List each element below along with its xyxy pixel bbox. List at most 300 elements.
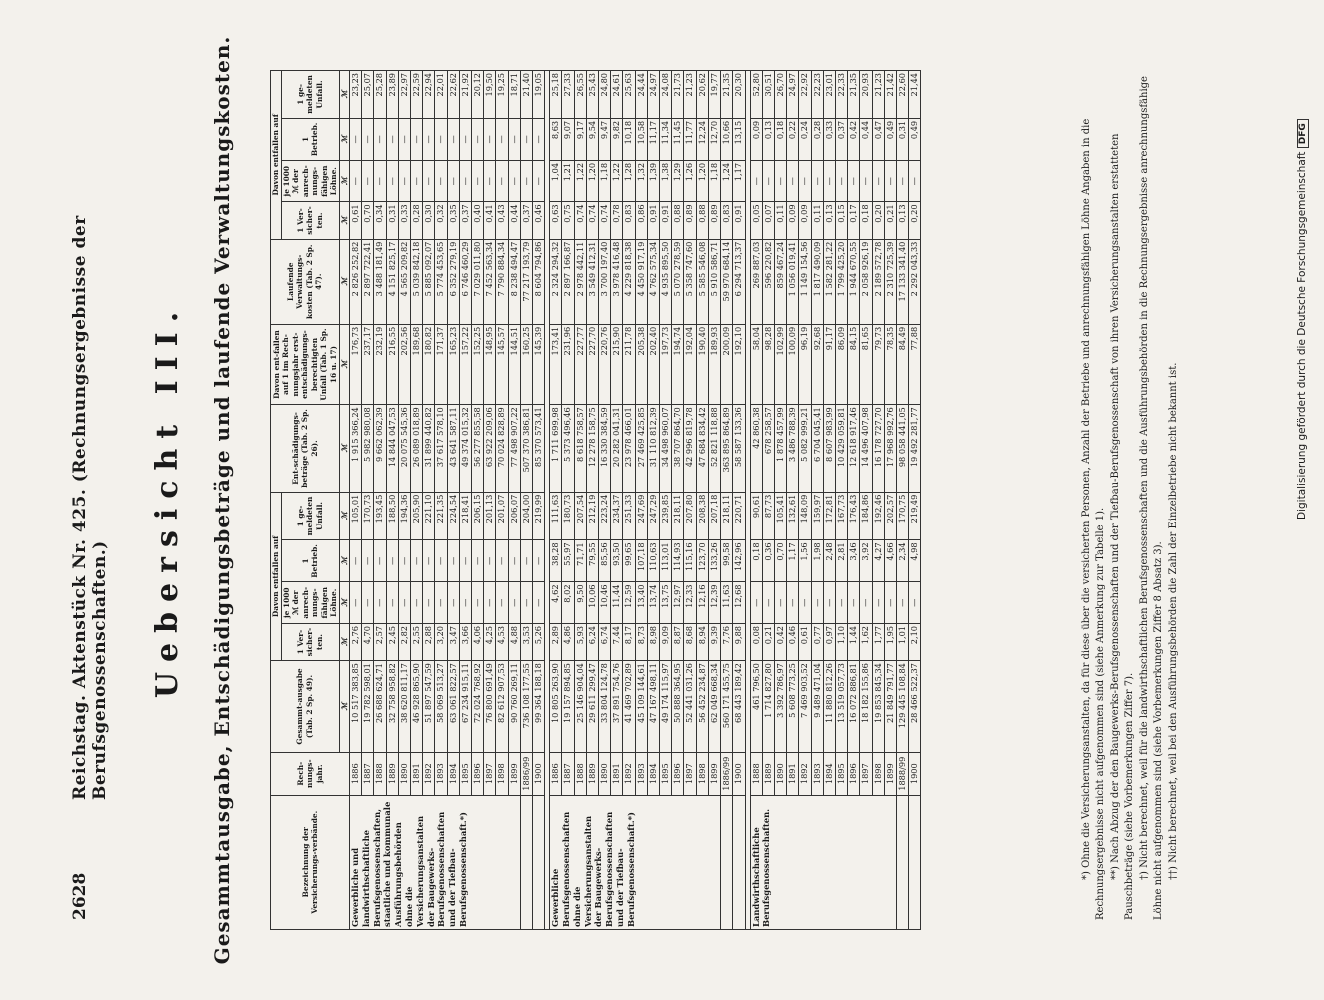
cell-u: 172,81 bbox=[823, 492, 835, 540]
unit: ℳ bbox=[339, 492, 350, 540]
cell-u2: 25,43 bbox=[586, 71, 598, 119]
sum-cell-u2: 21,40 bbox=[520, 71, 532, 119]
col-vers-2: 1 Ver-sicher-ten. bbox=[281, 202, 339, 239]
sum-cell-v2: 0,91 bbox=[733, 202, 745, 239]
cell-ga: 76 800 691,49 bbox=[484, 661, 496, 753]
cell-lk: 1 799 425,20 bbox=[835, 239, 847, 324]
cell-e: 42 860,38 bbox=[750, 405, 762, 492]
cell-b: 1,56 bbox=[799, 540, 811, 582]
cell-v2: 0,70 bbox=[362, 202, 374, 239]
col-group1: Davon entfallen auf bbox=[271, 492, 282, 660]
sum-label-blank bbox=[909, 795, 921, 929]
cell-v2: 0,89 bbox=[684, 202, 696, 239]
sum-cell-u2: 19,05 bbox=[533, 71, 545, 119]
dfg-logo: DFG bbox=[1297, 119, 1309, 148]
cell-u2: 25,18 bbox=[550, 71, 562, 119]
cell-je2: — bbox=[799, 160, 811, 202]
cell-je: — bbox=[411, 582, 423, 624]
cell-je: — bbox=[423, 582, 435, 624]
cell-je2: 1,20 bbox=[586, 160, 598, 202]
year-cell: 1900 bbox=[533, 752, 545, 795]
cell-u: 206,15 bbox=[472, 492, 484, 540]
cell-e: 20 282 041,31 bbox=[611, 405, 623, 492]
cell-b: 4,66 bbox=[884, 540, 896, 582]
cell-ga: 51 897 547,59 bbox=[423, 661, 435, 753]
cell-u2: 24,61 bbox=[611, 71, 623, 119]
cell-v: 1,10 bbox=[835, 623, 847, 660]
cell-b2: 0,09 bbox=[750, 118, 762, 160]
cell-b: 99,65 bbox=[623, 540, 635, 582]
cell-lk: 2 324 294,32 bbox=[550, 239, 562, 324]
cell-je2: 1,18 bbox=[708, 160, 720, 202]
cell-u: 221,35 bbox=[435, 492, 447, 540]
cell-lk: 8 238 494,47 bbox=[508, 239, 520, 324]
cell-b2: — bbox=[350, 118, 362, 160]
cell-lk: 7 452 563,34 bbox=[484, 239, 496, 324]
cell-v: 3,47 bbox=[447, 623, 459, 660]
cell-b2: 11,77 bbox=[684, 118, 696, 160]
cell-ga: 67 234 915,11 bbox=[459, 661, 471, 753]
cell-u2: 52,80 bbox=[750, 71, 762, 119]
cell-lk: 5 885 092,07 bbox=[423, 239, 435, 324]
cell-lk: 7 029 011,80 bbox=[472, 239, 484, 324]
cell-v2: 0,86 bbox=[635, 202, 647, 239]
cell-de: 192,04 bbox=[684, 324, 696, 404]
cell-je2: 1,20 bbox=[696, 160, 708, 202]
cell-je2: — bbox=[411, 160, 423, 202]
cell-e: 14 496 407,98 bbox=[860, 405, 872, 492]
cell-e: 1 878 457,99 bbox=[774, 405, 786, 492]
cell-v: 6,74 bbox=[599, 623, 611, 660]
cell-e: 8 618 758,57 bbox=[574, 405, 586, 492]
sum-cell-v: 2,10 bbox=[909, 623, 921, 660]
cell-je2: 1,18 bbox=[599, 160, 611, 202]
cell-je2: — bbox=[362, 160, 374, 202]
unit: ℳ bbox=[339, 71, 350, 119]
page-subtitle: Gesammtausgabe, Entschädigungsbeträge und laufende Verwaltungskosten. bbox=[210, 35, 234, 965]
cell-b2: 0,37 bbox=[835, 118, 847, 160]
cell-v: 8,17 bbox=[623, 623, 635, 660]
sum-cell-de: 145,39 bbox=[533, 324, 545, 404]
cell-v: 2,45 bbox=[386, 623, 398, 660]
cell-u: 87,73 bbox=[762, 492, 774, 540]
cell-ga: 45 109 144,61 bbox=[635, 661, 647, 753]
cell-u2: 22,33 bbox=[835, 71, 847, 119]
year-cell: 1891 bbox=[611, 752, 623, 795]
sum-cell-lk: 17 133 341,40 bbox=[896, 239, 908, 324]
cell-lk: 859 467,24 bbox=[774, 239, 786, 324]
cell-de: 205,38 bbox=[635, 324, 647, 404]
year-cell: 1898 bbox=[872, 752, 884, 795]
cell-u: 188,50 bbox=[386, 492, 398, 540]
cell-de: 92,68 bbox=[811, 324, 823, 404]
cell-v2: 0,61 bbox=[350, 202, 362, 239]
cell-v2: 0,88 bbox=[696, 202, 708, 239]
year-cell: 1888 bbox=[750, 752, 762, 795]
cell-e: 63 922 209,06 bbox=[484, 405, 496, 492]
cell-ga: 19 782 598,01 bbox=[362, 661, 374, 753]
cell-b2: — bbox=[374, 118, 386, 160]
cell-b: 123,70 bbox=[696, 540, 708, 582]
cell-v2: 0,18 bbox=[860, 202, 872, 239]
cell-v2: 0,75 bbox=[562, 202, 574, 239]
cell-je: — bbox=[374, 582, 386, 624]
sum-cell-de: 160,25 bbox=[520, 324, 532, 404]
col-group2: Davon entfallen auf bbox=[271, 71, 282, 240]
sum-cell-ga: 560 171 455,75 bbox=[721, 661, 733, 753]
cell-u2: 27,33 bbox=[562, 71, 574, 119]
cell-v: 8,98 bbox=[647, 623, 659, 660]
sum-cell-lk: 6 294 713,37 bbox=[733, 239, 745, 324]
unit: ℳ bbox=[339, 540, 350, 582]
sum-cell-u2: 21,44 bbox=[909, 71, 921, 119]
year-cell: 1891 bbox=[411, 752, 423, 795]
cell-u: 208,38 bbox=[696, 492, 708, 540]
sum-cell-lk: 77 217 193,79 bbox=[520, 239, 532, 324]
sum-cell-b2: 13,15 bbox=[733, 118, 745, 160]
cell-je2: 1,04 bbox=[550, 160, 562, 202]
col-je1000-2: je 1000 ℳ der anrech-nungs-fähigen Löhne. bbox=[281, 160, 339, 202]
cell-u: 148,09 bbox=[799, 492, 811, 540]
sum-cell-b2: — bbox=[520, 118, 532, 160]
col-verband: Bezeichnung der Versicherungs-verbände. bbox=[271, 795, 350, 929]
cell-de: 190,40 bbox=[696, 324, 708, 404]
cell-u: 218,41 bbox=[459, 492, 471, 540]
cell-u: 212,19 bbox=[586, 492, 598, 540]
cell-je2: — bbox=[484, 160, 496, 202]
sum-cell-je2: — bbox=[896, 160, 908, 202]
cell-lk: 5 585 546,08 bbox=[696, 239, 708, 324]
year-cell: 1888 bbox=[574, 752, 586, 795]
cell-v: 4,86 bbox=[562, 623, 574, 660]
year-cell: 1900 bbox=[909, 752, 921, 795]
cell-b2: 9,82 bbox=[611, 118, 623, 160]
cell-u2: 19,50 bbox=[484, 71, 496, 119]
cell-u2: 22,23 bbox=[811, 71, 823, 119]
cell-b: 93,50 bbox=[611, 540, 623, 582]
cell-je: — bbox=[860, 582, 872, 624]
cell-je: — bbox=[848, 582, 860, 624]
cell-lk: 1 056 019,41 bbox=[787, 239, 799, 324]
cell-je: — bbox=[774, 582, 786, 624]
cell-b2: 12,70 bbox=[708, 118, 720, 160]
cell-v2: 0,31 bbox=[386, 202, 398, 239]
cell-ga: 62 049 668,34 bbox=[708, 661, 720, 753]
cell-v: 4,88 bbox=[508, 623, 520, 660]
cell-de: 189,68 bbox=[411, 324, 423, 404]
cell-e: 52 821 118,88 bbox=[708, 405, 720, 492]
cell-u: 207,80 bbox=[684, 492, 696, 540]
sum-cell-u: 204,00 bbox=[520, 492, 532, 540]
cell-e: 42 996 819,78 bbox=[684, 405, 696, 492]
cell-de: 189,93 bbox=[708, 324, 720, 404]
cell-lk: 2 310 725,39 bbox=[884, 239, 896, 324]
col-unfall: 1 ge-meldeten Unfall. bbox=[281, 492, 339, 540]
cell-ga: 10 805 263,90 bbox=[550, 661, 562, 753]
sum-cell-v: 5,26 bbox=[533, 623, 545, 660]
cell-je: 8,02 bbox=[562, 582, 574, 624]
cell-de: 180,82 bbox=[423, 324, 435, 404]
cell-e: 5 982 980,08 bbox=[362, 405, 374, 492]
sum-row bbox=[896, 71, 908, 930]
cell-de: 102,99 bbox=[774, 324, 786, 404]
cell-b2: — bbox=[411, 118, 423, 160]
cell-v: 1,77 bbox=[872, 623, 884, 660]
cell-de: 152,25 bbox=[472, 324, 484, 404]
cell-v: 3,66 bbox=[459, 623, 471, 660]
credit-text: Digitalisierung gefördert durch die Deutsche Forschungsgemeinschaft bbox=[1296, 151, 1308, 520]
cell-b2: — bbox=[447, 118, 459, 160]
cell-v2: 0,33 bbox=[398, 202, 410, 239]
cell-je2: — bbox=[472, 160, 484, 202]
cell-de: 96,19 bbox=[799, 324, 811, 404]
cell-b: — bbox=[350, 540, 362, 582]
cell-b: 3,46 bbox=[848, 540, 860, 582]
sum-cell-v: 3,53 bbox=[520, 623, 532, 660]
cell-e: 34 498 960,07 bbox=[660, 405, 672, 492]
cell-lk: 5 774 453,65 bbox=[435, 239, 447, 324]
sum-cell-b: 4,98 bbox=[909, 540, 921, 582]
sum-cell-je2: — bbox=[533, 160, 545, 202]
cell-lk: 3 549 412,31 bbox=[586, 239, 598, 324]
cell-ga: 5 608 773,25 bbox=[787, 661, 799, 753]
cell-b: 1,98 bbox=[811, 540, 823, 582]
cell-ga: 11 880 812,26 bbox=[823, 661, 835, 753]
cell-je2: — bbox=[350, 160, 362, 202]
year-cell: 1889 bbox=[586, 752, 598, 795]
cell-u2: 20,93 bbox=[860, 71, 872, 119]
year-cell: 1893 bbox=[811, 752, 823, 795]
cell-b2: — bbox=[472, 118, 484, 160]
cell-ga: 7 469 903,52 bbox=[799, 661, 811, 753]
cell-ga: 32 758 958,82 bbox=[386, 661, 398, 753]
cell-je2: — bbox=[872, 160, 884, 202]
cell-u2: 22,97 bbox=[398, 71, 410, 119]
cell-u: 176,43 bbox=[848, 492, 860, 540]
sum-cell-v2: 0,37 bbox=[520, 202, 532, 239]
cell-je: 12,39 bbox=[708, 582, 720, 624]
unit: ℳ bbox=[339, 623, 350, 660]
cell-v2: 0,09 bbox=[799, 202, 811, 239]
sum-cell-ga: 99 364 188,18 bbox=[533, 661, 545, 753]
cell-u: 201,07 bbox=[496, 492, 508, 540]
cell-v: 9,39 bbox=[708, 623, 720, 660]
year-cell: 1895 bbox=[459, 752, 471, 795]
sum-row bbox=[909, 71, 921, 930]
sum-cell-de: 84,49 bbox=[896, 324, 908, 404]
cell-lk: 4 229 818,38 bbox=[623, 239, 635, 324]
sum-cell-v2: 0,83 bbox=[721, 202, 733, 239]
cell-je: — bbox=[872, 582, 884, 624]
year-cell: 1892 bbox=[423, 752, 435, 795]
cell-e: 5 082 999,21 bbox=[799, 405, 811, 492]
cell-v: 4,25 bbox=[484, 623, 496, 660]
year-cell: 1895 bbox=[660, 752, 672, 795]
cell-lk: 2 978 442,11 bbox=[574, 239, 586, 324]
cell-de: 145,57 bbox=[496, 324, 508, 404]
sum-cell-de: 192,10 bbox=[733, 324, 745, 404]
cell-v2: 0,13 bbox=[823, 202, 835, 239]
cell-u2: 26,55 bbox=[574, 71, 586, 119]
sum-cell-je2: — bbox=[520, 160, 532, 202]
col-unfall-2: 1 ge-meldeten Unfall. bbox=[281, 71, 339, 119]
year-cell: 1886 bbox=[350, 752, 362, 795]
cell-ga: 26 688 624,71 bbox=[374, 661, 386, 753]
cell-b2: 0,13 bbox=[762, 118, 774, 160]
cell-u: 207,54 bbox=[574, 492, 586, 540]
cell-je: — bbox=[823, 582, 835, 624]
cell-je: 13,74 bbox=[647, 582, 659, 624]
cell-de: 173,41 bbox=[550, 324, 562, 404]
cell-b2: 0,24 bbox=[799, 118, 811, 160]
cell-u2: 22,94 bbox=[423, 71, 435, 119]
cell-de: 202,56 bbox=[398, 324, 410, 404]
cell-u: 247,29 bbox=[647, 492, 659, 540]
section-label: Gewerbliche und landwirthschaftliche Berufsgenossenschaften, staatliche und kommunale Ausführungsbehörden ohne die Versicherungsanstalten der Baugewerks-Berufsgenossenschaften und der Tiefbau-Berufsgenossenschaft.*) bbox=[350, 795, 521, 929]
cell-je2: — bbox=[435, 160, 447, 202]
cell-ga: 38 620 811,17 bbox=[398, 661, 410, 753]
year-cell: 1886 bbox=[550, 752, 562, 795]
cell-e: 5 373 496,46 bbox=[562, 405, 574, 492]
col-je1000: je 1000 ℳ der anrech-nungs-fähigen Löhne. bbox=[281, 582, 339, 624]
cell-v: 8,68 bbox=[684, 623, 696, 660]
cell-ga: 19 853 845,34 bbox=[872, 661, 884, 753]
cell-b: — bbox=[411, 540, 423, 582]
year-cell: 1897 bbox=[860, 752, 872, 795]
cell-je2: — bbox=[447, 160, 459, 202]
sum-cell-u2: 21,35 bbox=[721, 71, 733, 119]
cell-b: 114,93 bbox=[672, 540, 684, 582]
col-davon-entsch: Davon ent-fallen auf 1 im Rech-nungsjahr erst-entschädigungs-berechtigten Unfall (Tab. 1 Sp. 16 u. 17) bbox=[271, 324, 340, 404]
cell-v: 2,55 bbox=[411, 623, 423, 660]
cell-v: 0,08 bbox=[750, 623, 762, 660]
cell-v2: 0,21 bbox=[884, 202, 896, 239]
sum-cell-u2: 20,30 bbox=[733, 71, 745, 119]
cell-b2: — bbox=[459, 118, 471, 160]
data-table bbox=[270, 70, 921, 930]
year-cell: 1897 bbox=[484, 752, 496, 795]
cell-je: — bbox=[472, 582, 484, 624]
cell-je2: 1,22 bbox=[574, 160, 586, 202]
sum-cell-b: 142,96 bbox=[733, 540, 745, 582]
cell-je2: — bbox=[459, 160, 471, 202]
cell-lk: 4 762 575,34 bbox=[647, 239, 659, 324]
cell-u2: 21,23 bbox=[684, 71, 696, 119]
cell-e: 43 641 587,11 bbox=[447, 405, 459, 492]
sum-cell-e: 19 492 281,77 bbox=[909, 405, 921, 492]
footnote-4: ††) Nicht berechnet, weil bei den Ausführungsbehörden die Zahl der Einzelbetriebe nicht bekannt ist. bbox=[1168, 362, 1179, 880]
unit: ℳ bbox=[339, 239, 350, 324]
cell-v: 4,53 bbox=[496, 623, 508, 660]
cell-b: 0,70 bbox=[774, 540, 786, 582]
year-cell: 1887 bbox=[362, 752, 374, 795]
cell-e: 38 707 864,70 bbox=[672, 405, 684, 492]
cell-de: 227,70 bbox=[586, 324, 598, 404]
cell-b: — bbox=[423, 540, 435, 582]
cell-v: 4,06 bbox=[472, 623, 484, 660]
cell-b2: — bbox=[423, 118, 435, 160]
cell-v: 4,70 bbox=[362, 623, 374, 660]
cell-b: 79,55 bbox=[586, 540, 598, 582]
year-cell: 1886/99 bbox=[721, 752, 733, 795]
cell-b: 133,26 bbox=[708, 540, 720, 582]
cell-ga: 25 146 904,04 bbox=[574, 661, 586, 753]
cell-e: 8 607 983,99 bbox=[823, 405, 835, 492]
cell-b: 115,16 bbox=[684, 540, 696, 582]
cell-b: — bbox=[386, 540, 398, 582]
cell-je2: 1,26 bbox=[684, 160, 696, 202]
cell-de: 144,51 bbox=[508, 324, 520, 404]
sum-cell-ga: 129 445 108,84 bbox=[896, 661, 908, 753]
sum-cell-de: 200,09 bbox=[721, 324, 733, 404]
cell-je2: — bbox=[508, 160, 520, 202]
digitization-credit bbox=[1296, 119, 1309, 520]
cell-v2: 0,40 bbox=[472, 202, 484, 239]
sum-cell-je: 12,68 bbox=[733, 582, 745, 624]
cell-v2: 0,11 bbox=[774, 202, 786, 239]
cell-v2: 0,44 bbox=[508, 202, 520, 239]
cell-lk: 6 746 460,29 bbox=[459, 239, 471, 324]
cell-je2: — bbox=[860, 160, 872, 202]
sum-cell-v2: 0,20 bbox=[909, 202, 921, 239]
cell-b2: — bbox=[362, 118, 374, 160]
year-cell: 1899 bbox=[508, 752, 520, 795]
cell-e: 9 662 062,39 bbox=[374, 405, 386, 492]
cell-je2: — bbox=[386, 160, 398, 202]
cell-b: — bbox=[459, 540, 471, 582]
cell-u: 223,24 bbox=[599, 492, 611, 540]
cell-v: 2,57 bbox=[374, 623, 386, 660]
cell-u: 170,73 bbox=[362, 492, 374, 540]
cell-u: 251,33 bbox=[623, 492, 635, 540]
cell-lk: 5 070 278,59 bbox=[672, 239, 684, 324]
sum-cell-lk: 8 604 794,86 bbox=[533, 239, 545, 324]
cell-v: 0,46 bbox=[787, 623, 799, 660]
cell-b: — bbox=[508, 540, 520, 582]
year-cell: 1900 bbox=[733, 752, 745, 795]
sum-cell-b2: 0,49 bbox=[909, 118, 921, 160]
cell-b: — bbox=[496, 540, 508, 582]
cell-ga: 63 061 822,57 bbox=[447, 661, 459, 753]
cell-lk: 5 910 586,71 bbox=[708, 239, 720, 324]
unit: ℳ bbox=[339, 324, 350, 404]
cell-ga: 3 392 786,97 bbox=[774, 661, 786, 753]
cell-e: 56 277 855,58 bbox=[472, 405, 484, 492]
year-cell: 1893 bbox=[635, 752, 647, 795]
year-cell: 1896 bbox=[472, 752, 484, 795]
table-row bbox=[350, 71, 362, 930]
cell-e: 26 089 018,89 bbox=[411, 405, 423, 492]
cell-je: — bbox=[435, 582, 447, 624]
cell-je: 9,50 bbox=[574, 582, 586, 624]
cell-b2: 9,17 bbox=[574, 118, 586, 160]
header-row-1 bbox=[271, 71, 282, 930]
cell-je2: — bbox=[423, 160, 435, 202]
cell-u2: 30,51 bbox=[762, 71, 774, 119]
sum-cell-b2: 10,66 bbox=[721, 118, 733, 160]
cell-b: — bbox=[435, 540, 447, 582]
cell-b2: 9,54 bbox=[586, 118, 598, 160]
year-cell: 1896 bbox=[672, 752, 684, 795]
cell-b2: 11,34 bbox=[660, 118, 672, 160]
cell-u: 205,90 bbox=[411, 492, 423, 540]
cell-b: 4,27 bbox=[872, 540, 884, 582]
cell-de: 58,04 bbox=[750, 324, 762, 404]
cell-b2: 11,45 bbox=[672, 118, 684, 160]
cell-ga: 21 849 791,77 bbox=[884, 661, 896, 753]
cell-b2: — bbox=[496, 118, 508, 160]
cell-v2: 0,91 bbox=[647, 202, 659, 239]
